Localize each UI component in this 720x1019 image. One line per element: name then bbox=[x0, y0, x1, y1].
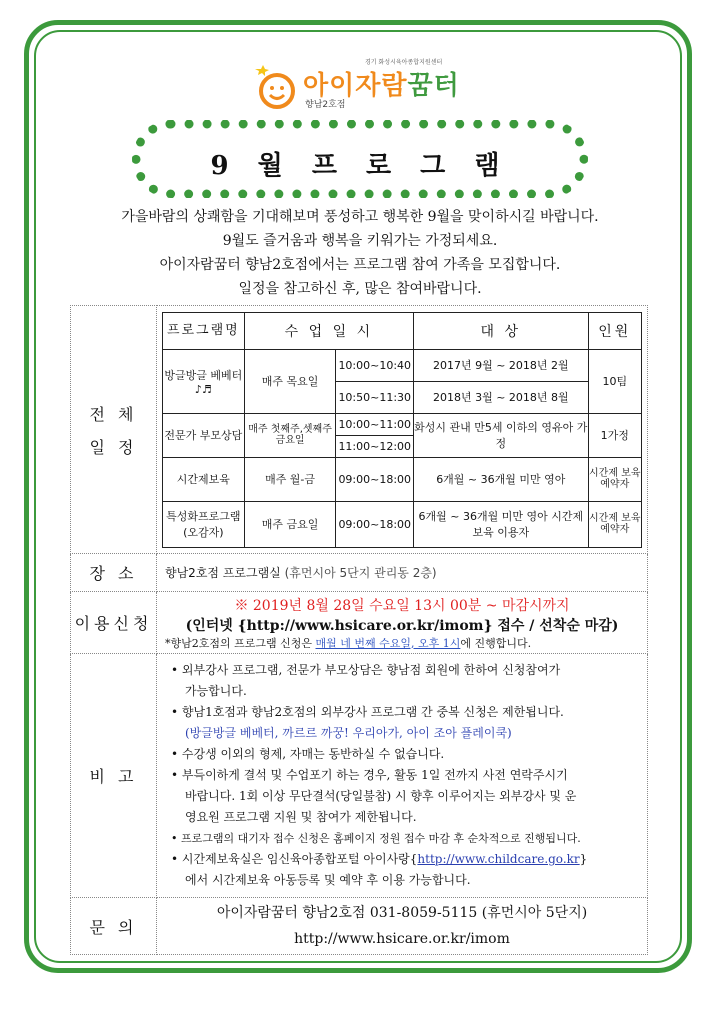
apply-label: 이용신청 bbox=[71, 592, 157, 654]
place-label: 장 소 bbox=[71, 554, 157, 592]
contact-url[interactable]: http://www.hsicare.or.kr/imom bbox=[294, 931, 510, 947]
program-day: 매주 월-금 bbox=[244, 457, 336, 501]
logo-branch: 향남2호점 bbox=[305, 100, 346, 110]
contact-label: 문 의 bbox=[71, 898, 157, 955]
intro-line: 아이자람꿈터 향남2호점에서는 프로그램 참여 가족을 모집합니다. bbox=[159, 257, 561, 273]
program-count: 시간제 보육 예약자 bbox=[588, 457, 641, 501]
program-day: 매주 첫째주,셋째주 금요일 bbox=[244, 413, 336, 457]
intro-line: 일정을 참고하신 후, 많은 참여바랍니다. bbox=[238, 281, 482, 297]
header-datetime: 수 업 일 시 bbox=[244, 312, 413, 349]
contact-line: 아이자람꿈터 향남2호점 031-8059-5115 (휴먼시아 5단지) bbox=[216, 905, 588, 921]
program-name: 방글방글 베베터 ♪♬ bbox=[163, 349, 245, 413]
logo-title: 아이자람꿈터 bbox=[303, 71, 460, 101]
schedule-label: 전 체 일 정 bbox=[71, 306, 157, 554]
childcare-link[interactable]: http://www.childcare.go.kr bbox=[417, 852, 580, 866]
program-count: 시간제 보육 예약자 bbox=[588, 501, 641, 547]
program-time: 11:00~12:00 bbox=[336, 435, 414, 457]
notes-cell: • 외부강사 프로그램, 전문가 부모상담은 향남점 회원에 한하여 신청참여가 가능합니다. • 향남1호점과 향남2호점의 외부강사 프로그램 간 중복 신청은 제한됩니다. (방글방글 베베터, 까르르 까꿍! 우리아가, 아이 조아 플레이쿡) • 수강생 이외의 형제, 자매는 동반하실 수 없습니다. • 부득이하게 결석 및 수업포기 하는 경우, 활동 1일 전까지 사전 연락주시기 바랍니다. 1회 이상 무단결석(당일불참) 시 향후 이루어지는 외부강사 및 운 영요원 프로그램 지원 및 참여가 제한됩니다. • 프로그램의 대기자 접수 신청은 홈페이지 정원 접수 마감 후 순차적으로 진행됩니다. • 시간제보육실은 임신육아종합포털 아이사랑{http://www.childcare.go.kr} 에서 시간제보육 아동등록 및 예약 후 이용 가능합니다. bbox=[157, 654, 648, 898]
program-time: 10:00~10:40 bbox=[336, 349, 414, 381]
header-target: 대 상 bbox=[414, 312, 588, 349]
program-target: 2018년 3월 ~ 2018년 8월 bbox=[414, 381, 588, 413]
contact-cell bbox=[157, 898, 648, 955]
program-target: 6개월 ~ 36개월 미만 영아 시간제보육 이용자 bbox=[414, 501, 588, 547]
header-count: 인원 bbox=[588, 312, 641, 349]
program-target: 2017년 9월 ~ 2018년 2월 bbox=[414, 349, 588, 381]
place-value: 향남2호점 프로그램실 (휴먼시아 5단지 관리동 2층) bbox=[157, 554, 648, 592]
program-name: 시간제보육 bbox=[163, 457, 245, 501]
logo-org: 경기 화성시육아종합지원센터 bbox=[365, 59, 443, 66]
apply-note: *향남2호점의 프로그램 신청은 매월 네 번째 수요일, 오후 1시에 진행합니다. bbox=[165, 636, 532, 650]
schedule-cell bbox=[157, 306, 648, 554]
program-name: 특성화프로그램 (오감자) bbox=[163, 501, 245, 547]
page-title: 9 월 프 로 그 램 bbox=[210, 151, 510, 181]
program-time: 09:00~18:00 bbox=[336, 457, 414, 501]
program-time: 09:00~18:00 bbox=[336, 501, 414, 547]
apply-cell bbox=[157, 592, 648, 654]
schedule-table bbox=[162, 312, 642, 548]
intro-line: 가을바람의 상쾌함을 기대해보며 풍성하고 행복한 9월을 맞이하시길 바랍니다. bbox=[121, 209, 599, 225]
child-face-icon bbox=[255, 65, 299, 109]
title-box bbox=[132, 120, 588, 198]
apply-note-highlight: 매월 네 번째 수요일, 오후 1시 bbox=[315, 636, 461, 650]
program-day: 매주 금요일 bbox=[244, 501, 336, 547]
apply-deadline: ※ 2019년 8월 28일 수요일 13시 00분 ~ 마감시까지 bbox=[234, 597, 570, 614]
program-count: 1가정 bbox=[588, 413, 641, 457]
program-day: 매주 목요일 bbox=[244, 349, 336, 413]
program-target: 화성시 관내 만5세 이하의 영유아 가정 bbox=[414, 413, 588, 457]
intro-line: 9월도 즐거움과 행복을 키워가는 가정되세요. bbox=[222, 233, 498, 249]
program-time: 10:50~11:30 bbox=[336, 381, 414, 413]
program-time: 10:00~11:00 bbox=[336, 413, 414, 435]
logo bbox=[255, 55, 465, 115]
apply-method: (인터넷 {http://www.hsicare.or.kr/imom} 접수 / 선착순 마감) bbox=[185, 617, 619, 634]
notes-label: 비 고 bbox=[71, 654, 157, 898]
program-name: 전문가 부모상담 bbox=[163, 413, 245, 457]
header-program: 프로그램명 bbox=[163, 312, 245, 349]
info-table bbox=[70, 305, 648, 955]
program-count: 10팀 bbox=[588, 349, 641, 413]
intro-text bbox=[60, 205, 660, 301]
program-target: 6개월 ~ 36개월 미만 영아 bbox=[414, 457, 588, 501]
